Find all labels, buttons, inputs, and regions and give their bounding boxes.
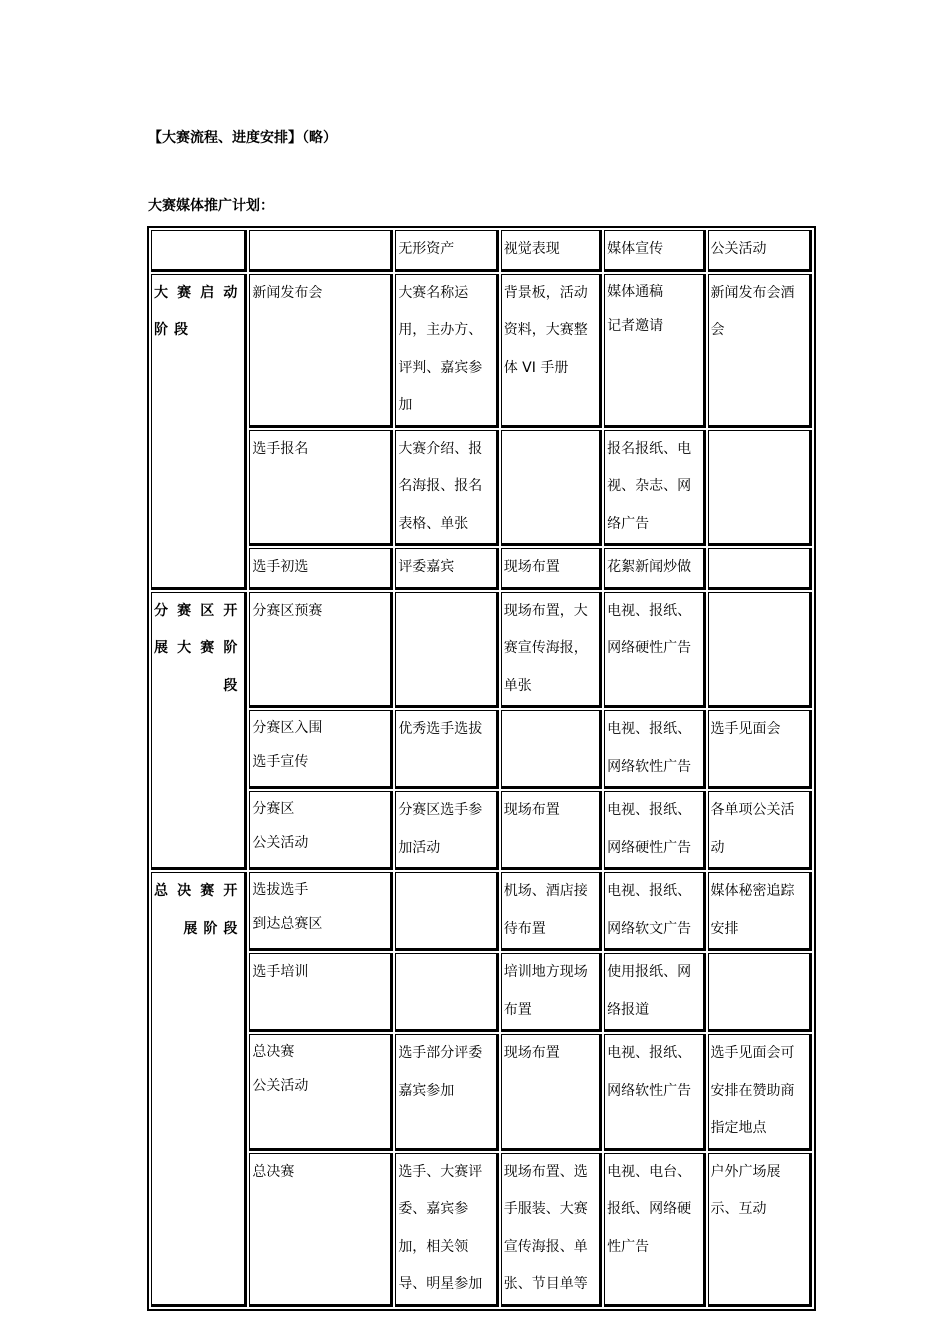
intangible-cell xyxy=(395,592,498,709)
event-cell: 选手培训 xyxy=(249,953,393,1032)
media-cell: 电视、报纸、网络软文广告 xyxy=(604,872,705,951)
header-cell-stage xyxy=(151,230,247,272)
pr-cell: 新闻发布会酒会 xyxy=(708,274,812,428)
media-cell: 电视、电台、报纸、网络硬性广告 xyxy=(604,1153,705,1307)
table-row xyxy=(151,1034,812,1151)
header-cell-event xyxy=(249,230,393,272)
header-cell-visual: 视觉表现 xyxy=(501,230,602,272)
intangible-cell: 大赛介绍、报名海报、报名表格、单张 xyxy=(395,430,498,547)
media-cell: 电视、报纸、网络软性广告 xyxy=(604,1034,705,1151)
media-cell: 使用报纸、网络报道 xyxy=(604,953,705,1032)
intangible-cell: 分赛区选手参加活动 xyxy=(395,791,498,870)
stage-cell: 分赛区开展大赛阶段 xyxy=(151,592,247,871)
header-cell-pr: 公关活动 xyxy=(708,230,812,272)
event-cell: 总决赛 公关活动 xyxy=(249,1034,393,1151)
visual-cell: 现场布置、选手服装、大赛宣传海报、单张、节目单等 xyxy=(501,1153,602,1307)
intangible-cell: 选手部分评委嘉宾参加 xyxy=(395,1034,498,1151)
table-row xyxy=(151,430,812,547)
visual-cell: 现场布置 xyxy=(501,791,602,870)
pr-cell: 各单项公关活动 xyxy=(708,791,812,870)
table-row xyxy=(151,274,812,428)
table-row xyxy=(151,953,812,1032)
visual-cell xyxy=(501,710,602,789)
intangible-cell xyxy=(395,953,498,1032)
visual-cell: 培训地方现场布置 xyxy=(501,953,602,1032)
media-plan-heading: 大赛媒体推广计划： xyxy=(148,198,274,214)
event-cell: 分赛区入围 选手宣传 xyxy=(249,710,393,789)
media-cell: 花絮新闻炒做 xyxy=(604,548,705,590)
header-cell-media: 媒体宣传 xyxy=(604,230,705,272)
media-cell: 电视、报纸、网络软性广告 xyxy=(604,710,705,789)
intangible-cell xyxy=(395,872,498,951)
table-row xyxy=(151,872,812,951)
media-cell: 媒体通稿 记者邀请 xyxy=(604,274,705,428)
event-cell: 分赛区预赛 xyxy=(249,592,393,709)
event-cell: 新闻发布会 xyxy=(249,274,393,428)
visual-cell: 现场布置 xyxy=(501,1034,602,1151)
intangible-cell: 大赛名称运用，主办方、评判、嘉宾参加 xyxy=(395,274,498,428)
visual-cell xyxy=(501,430,602,547)
pr-cell: 媒体秘密追踪安排 xyxy=(708,872,812,951)
event-cell: 选拔选手 到达总赛区 xyxy=(249,872,393,951)
pr-cell: 选手见面会 xyxy=(708,710,812,789)
pr-cell xyxy=(708,430,812,547)
pr-cell: 选手见面会可安排在赞助商指定地点 xyxy=(708,1034,812,1151)
stage-cell: 大赛启动阶段 xyxy=(151,274,247,590)
table-row xyxy=(151,548,812,590)
pr-cell xyxy=(708,953,812,1032)
event-cell: 分赛区 公关活动 xyxy=(249,791,393,870)
intangible-cell: 评委嘉宾 xyxy=(395,548,498,590)
intangible-cell: 优秀选手选拔 xyxy=(395,710,498,789)
visual-cell: 背景板，活动资料，大赛整体 VI 手册 xyxy=(501,274,602,428)
intangible-cell: 选手、大赛评委、嘉宾参加，相关领导、明星参加 xyxy=(395,1153,498,1307)
media-cell: 电视、报纸、网络硬性广告 xyxy=(604,592,705,709)
pr-cell xyxy=(708,548,812,590)
event-cell: 选手报名 xyxy=(249,430,393,547)
visual-cell: 现场布置，大赛宣传海报，单张 xyxy=(501,592,602,709)
visual-cell: 现场布置 xyxy=(501,548,602,590)
pr-cell xyxy=(708,592,812,709)
stage-cell: 总决赛开展阶段 xyxy=(151,872,247,1307)
table-header-row xyxy=(151,230,812,272)
header-cell-intangible: 无形资产 xyxy=(395,230,498,272)
table-row xyxy=(151,592,812,709)
event-cell: 总决赛 xyxy=(249,1153,393,1307)
media-plan-table xyxy=(147,226,816,1311)
media-cell: 报名报纸、电视、杂志、网络广告 xyxy=(604,430,705,547)
table-row xyxy=(151,710,812,789)
pr-cell: 户外广场展示、互动 xyxy=(708,1153,812,1307)
visual-cell: 机场、酒店接待布置 xyxy=(501,872,602,951)
table-row xyxy=(151,791,812,870)
process-heading: 【大赛流程、进度安排】（略） xyxy=(148,130,337,146)
media-cell: 电视、报纸、网络硬性广告 xyxy=(604,791,705,870)
event-cell: 选手初选 xyxy=(249,548,393,590)
table-row xyxy=(151,1153,812,1307)
